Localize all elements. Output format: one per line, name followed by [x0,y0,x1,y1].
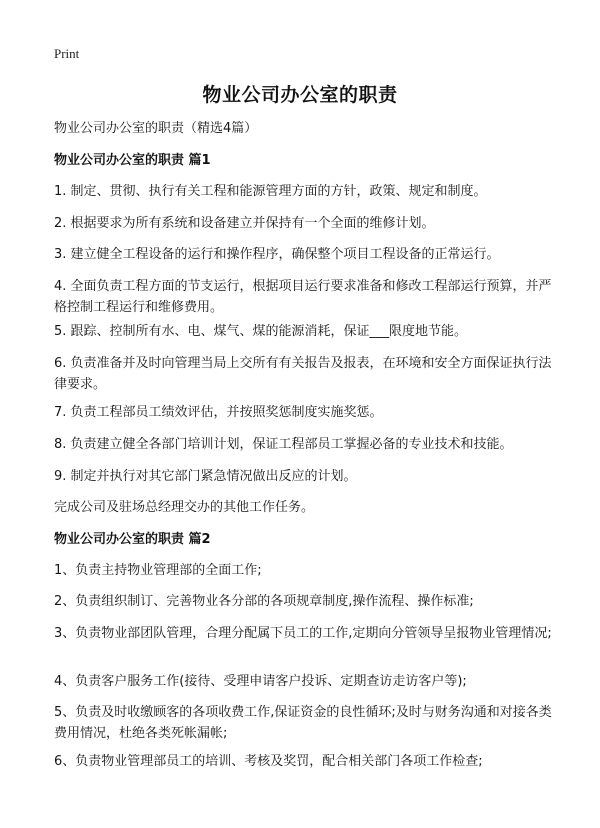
section2-item: 3、负责物业部团队管理，合理分配属下员工的工作,定期向分管领导呈报物业管理情况; [54,626,552,641]
section2-item: 5、负责及时收缴顾客的各项收费工作,保证资金的良性循环;及时与财务沟通和对接各类费用情况，杜绝各类死帐漏帐; [54,705,552,741]
section1-item: 2. 根据要求为所有系统和设备建立并保持有一个全面的维修计划。 [54,216,435,231]
section2-item: 4、负责客户服务工作(接待、受理申请客户投诉、定期查访走访客户等); [54,674,467,689]
section1-item: 4. 全面负责工程方面的节支运行，根据项目运行要求准备和修改工程部运行预算，并严格控制工程运行和维修费用。 [54,279,552,315]
section2-item: 1、负责主持物业管理部的全面工作; [54,563,262,578]
section1-item: 1. 制定、贯彻、执行有关工程和能源管理方面的方针，政策、规定和制度。 [54,184,487,199]
section1-item: 3. 建立健全工程设备的运行和操作程序，确保整个项目工程设备的正常运行。 [54,247,500,262]
section1-item: 7. 负责工程部员工绩效评估，并按照奖惩制度实施奖惩。 [54,405,383,420]
section1-item: 6. 负责准备并及时向管理当局上交所有有关报告及报表，在环境和安全方面保证执行法律要求。 [54,356,552,392]
section2-item: 2、负责组织制订、完善物业各分部的各项规章制度,操作流程、操作标准; [54,594,474,609]
document-title: 物业公司办公室的职责 [202,84,398,106]
subtitle: 物业公司办公室的职责（精选4篇） [54,121,258,136]
print-link[interactable]: Print [54,46,80,61]
section2-heading: 物业公司办公室的职责 篇2 [54,532,211,547]
section1-item: 8. 负责建立健全各部门培训计划，保证工程部员工掌握必备的专业技术和技能。 [54,437,513,452]
section1-item: 9. 制定并执行对其它部门紧急情况做出反应的计划。 [54,469,357,484]
section1-item: 5. 跟踪、控制所有水、电、煤气、煤的能源消耗，保证___限度地节能。 [54,324,468,339]
section1-closing: 完成公司及驻场总经理交办的其他工作任务。 [54,500,315,515]
section1-heading: 物业公司办公室的职责 篇1 [54,153,211,168]
section2-item: 6、负责物业管理部员工的培训、考核及奖罚，配合相关部门各项工作检查; [54,754,483,769]
